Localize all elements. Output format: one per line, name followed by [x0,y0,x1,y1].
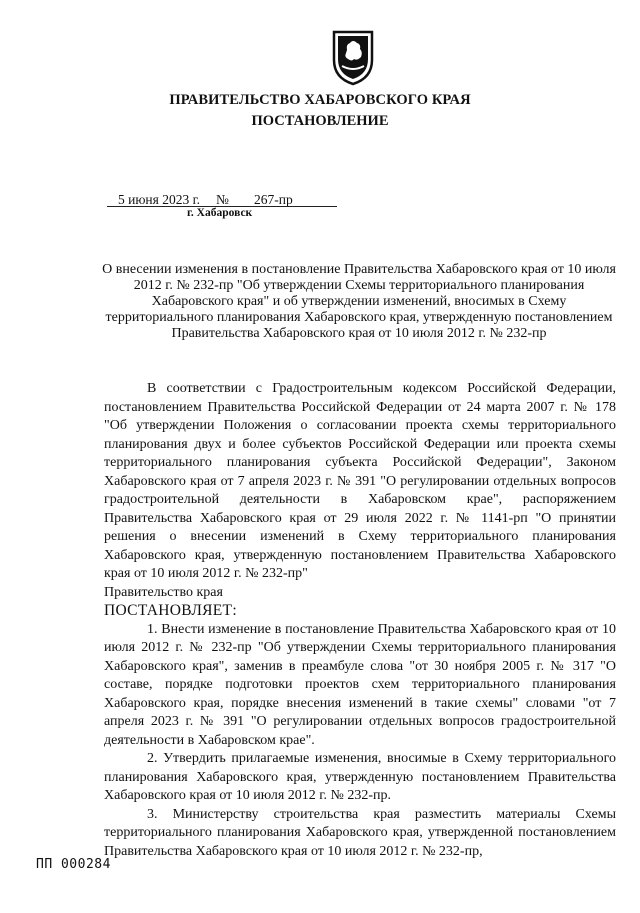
coat-of-arms-icon [330,30,376,86]
government-title: ПРАВИТЕЛЬСТВО ХАБАРОВСКОГО КРАЯ [169,92,471,108]
item-3: 3. Министерству строительства края разместить материалы Схемы территориального планирования Хабаровского края, утвержденной постановлением Правительства Хабаровского края от 10 июля 2012 г. № 232-пр, [104,806,616,859]
document-type-title: ПОСТАНОВЛЕНИЕ [251,113,389,129]
document-number: 267-пр [254,192,293,207]
issuer-line: Правительство края [104,584,223,600]
document-date: 5 июня 2023 г. [118,192,201,207]
item-2: 2. Утвердить прилагаемые изменения, вносимые в Схему территориального планирования Хабаровского края, утвержденную постановлением Правительства Хабаровского края от 10 июля 2012 г. № 232-пр. [104,751,616,803]
number-sign: № [216,192,229,207]
city: г. Хабаровск [187,207,253,219]
preamble-paragraph: В соответствии с Градостроительным кодексом Российской Федерации, постановлением Правительства Российской Федерации от 24 марта 2007 г. № 178 "Об утверждении Положения о согласовании проекта схемы территориального планирования двух и более субъектов Российской Федерации или проекта схемы территориального планирования субъекта Российской Федерации", Законом Хабаровского края от 7 апреля 2023 г. № 391 "О регулировании отдельных вопросов градостроительной деятельности в Хабаровском крае", распоряжением Правительства Хабаровского края от 29 июля 2022 г. № 1141-рп "О принятии решения о внесении изменений в Схему территориального планирования Хабаровского края, утвержденную постановлением Правительства Хабаровского края от 10 июля 2012 г. № 232-пр" [104,381,616,581]
footer-form-code: ПП 000284 [36,857,111,872]
document-body [104,380,616,861]
document-subject: О внесении изменения в постановление Правительства Хабаровского края от 10 июля 2012 г. № 232-пр "Об утверждении Схемы территориального планирования Хабаровского края" и об утверждении изменений, вносимых в Схему территориального планирования Хабаровского края, утвержденную постановлением Правительства Хабаровского края от 10 июля 2012 г. № 232-пр [102,262,616,341]
item-1: 1. Внести изменение в постановление Правительства Хабаровского края от 10 июля 2012 г. № 232-пр "Об утверждении Схемы территориального планирования Хабаровского края", заменив в преамбуле слова "от 30 ноября 2005 г. № 317 "О составе, порядке подготовки проектов схем территориального планирования Хабаровского края, порядке внесения изменений в такие схемы" словами "от 7 апреля 2023 г. № 391 "О регулировании отдельных вопросов градостроительной деятельности в Хабаровском крае". [104,621,616,748]
resolves-heading: ПОСТАНОВЛЯЕТ: [104,602,237,619]
